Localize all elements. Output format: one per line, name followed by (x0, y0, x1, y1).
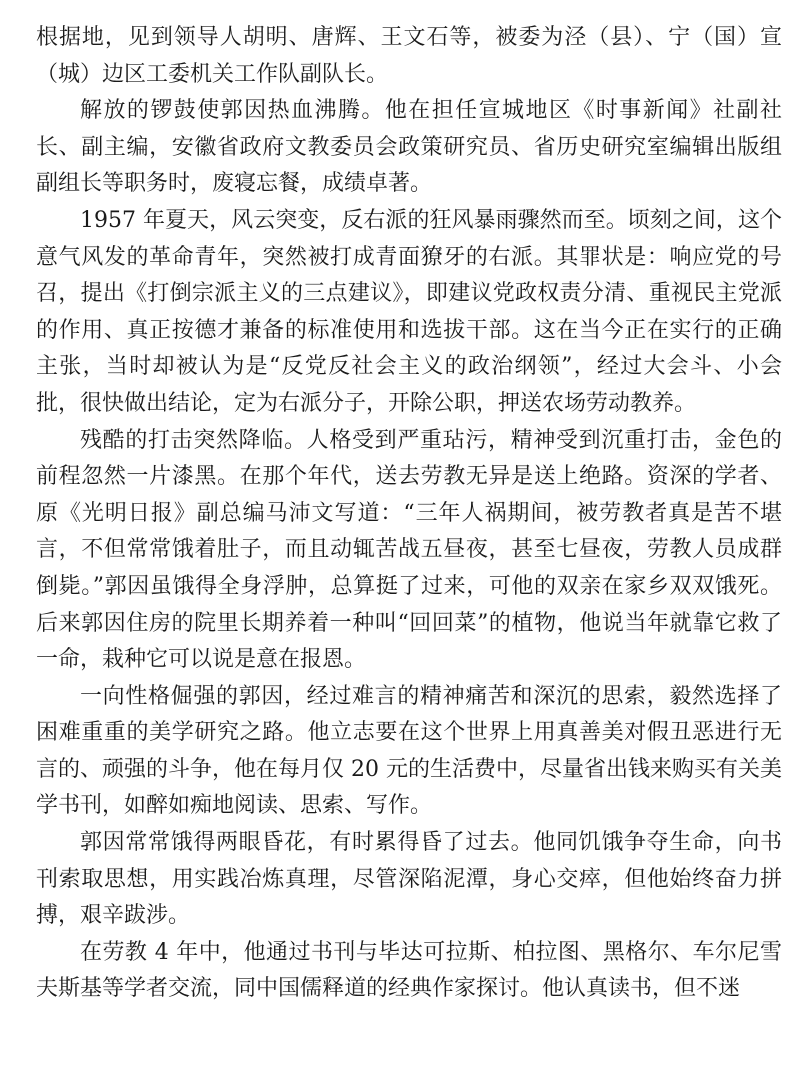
paragraph-2: 解放的锣鼓使郭因热血沸腾。他在担任宣城地区《时事新闻》社副社长、副主编，安徽省政府文教委员会政策研究员、省历史研究室编辑出版组副组长等职务时，废寝忘餐，成绩卓著。 (36, 98, 782, 197)
paragraph-6: 郭因常常饿得两眼昏花，有时累得昏了过去。他同饥饿争夺生命，向书刊索取思想，用实践冶炼真理，尽管深陷泥潭，身心交瘁，但他始终奋力拼搏，艰辛跋涉。 (36, 830, 782, 929)
paragraph-3: 1957 年夏天，风云突变，反右派的狂风暴雨骤然而至。顷刻之间，这个意气风发的革命青年，突然被打成青面獠牙的右派。其罪状是：响应党的号召，提出《打倒宗派主义的三点建议》，即建议党政权责分清、重视民主党派的作用、真正按德才兼备的标准使用和选拔干部。这在当今正在实行的正确主张，当时却被认为是“反党反社会主义的政治纲领”，经过大会斗、小会批，很快做出结论，定为右派分子，开除公职，押送农场劳动教养。 (36, 207, 782, 416)
paragraph-4: 残酷的打击突然降临。人格受到严重玷污，精神受到沉重打击，金色的前程忽然一片漆黑。在那个年代，送去劳教无异是送上绝路。资深的学者、原《光明日报》副总编马沛文写道：“三年人祸期间，被劳教者真是苦不堪言，不但常常饿着肚子，而且动辄苦战五昼夜，甚至七昼夜，劳教人员成群倒毙。”郭因虽饿得全身浮肿，总算挺了过来，可他的双亲在家乡双双饿死。后来郭因住房的院里长期养着一种叫“回回菜”的植物，他说当年就靠它救了一命，栽种它可以说是意在报恩。 (36, 427, 782, 673)
paragraph-7: 在劳教 4 年中，他通过书刊与毕达可拉斯、柏拉图、黑格尔、车尔尼雪夫斯基等学者交流，同中国儒释道的经典作家探讨。他认真读书，但不迷 (36, 939, 782, 1002)
paragraph-5: 一向性格倔强的郭因，经过难言的精神痛苦和深沉的思索，毅然选择了困难重重的美学研究之路。他立志要在这个世界上用真善美对假丑恶进行无言的、顽强的斗争，他在每月仅 20 元的生活费中，尽量省出钱来购买有关美学书刊，如醉如痴地阅读、思索、写作。 (36, 683, 782, 819)
paragraph-1: 根据地，见到领导人胡明、唐辉、王文石等，被委为泾（县）、宁（国）宣（城）边区工委机关工作队副队长。 (36, 25, 782, 87)
